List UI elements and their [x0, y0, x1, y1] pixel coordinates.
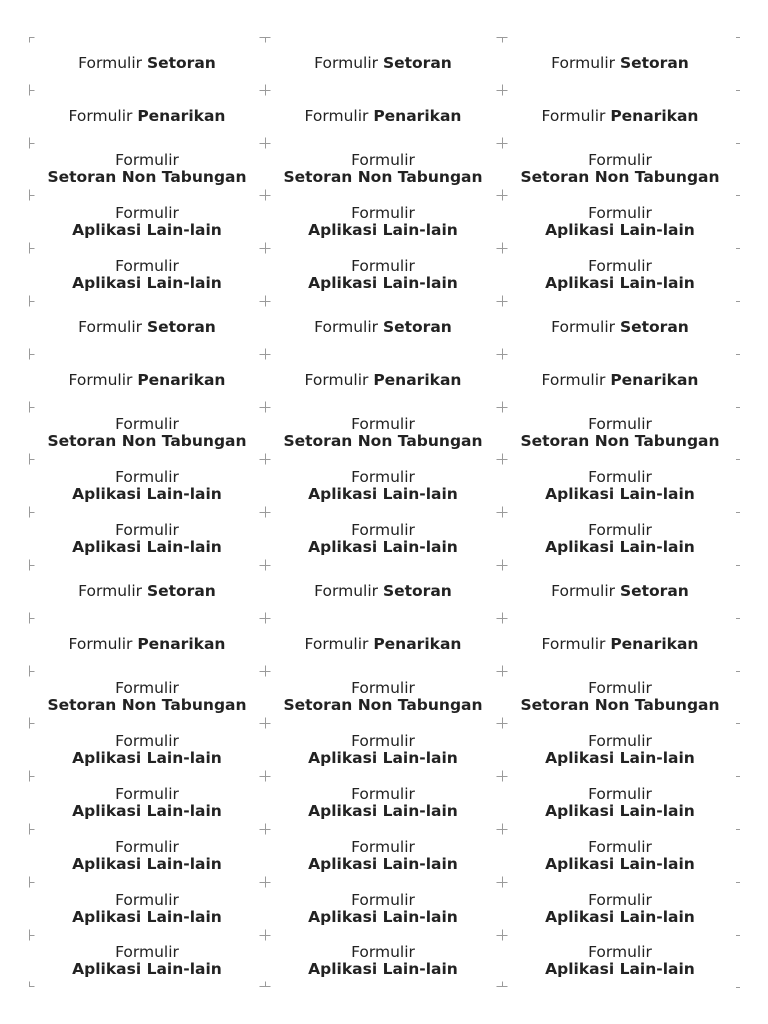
label-line [115, 680, 179, 697]
label-text: Formulir [588, 731, 652, 750]
label-cell [502, 829, 738, 882]
label-text: Formulir [551, 318, 620, 336]
label-line [351, 892, 415, 909]
label-cell [265, 723, 501, 776]
label-line [78, 55, 216, 72]
label-bold-text: Aplikasi Lain-lain [545, 960, 695, 978]
label-line [308, 486, 458, 503]
label-cell [265, 301, 501, 354]
label-line [115, 522, 179, 539]
label-cell [29, 459, 265, 512]
label-text: Formulir [351, 943, 415, 961]
label-text: Formulir [68, 371, 138, 389]
label-line [588, 892, 652, 909]
label-line [351, 205, 415, 222]
label-line [588, 522, 652, 539]
label-line [283, 697, 482, 714]
label-bold-text: Setoran [619, 54, 689, 72]
label-line [115, 416, 179, 433]
label-line [588, 786, 652, 803]
label-line [305, 108, 462, 125]
label-bold-text: Penarikan [137, 107, 226, 125]
label-line [551, 319, 689, 336]
label-text: Formulir [551, 582, 620, 600]
label-line [545, 539, 695, 556]
label-line [47, 169, 246, 186]
label-cell [265, 935, 501, 987]
label-cell [29, 565, 265, 618]
label-bold-text: Setoran Non Tabungan [520, 696, 720, 714]
label-bold-text: Penarikan [137, 371, 226, 389]
label-line [115, 944, 179, 961]
label-line [69, 372, 226, 389]
label-bold-text: Setoran [382, 54, 452, 72]
label-bold-text: Aplikasi Lain-lain [308, 273, 458, 292]
label-text: Formulir [541, 635, 611, 653]
label-bold-text: Aplikasi Lain-lain [308, 220, 458, 239]
label-text: Formulir [351, 151, 415, 169]
label-bold-text: Penarikan [610, 635, 699, 653]
label-line [314, 583, 452, 600]
label-line [72, 275, 222, 292]
label-line [545, 803, 695, 820]
label-bold-text: Setoran [146, 318, 216, 336]
label-bold-text: Setoran Non Tabungan [47, 432, 247, 450]
label-text: Formulir [588, 256, 652, 275]
label-line [72, 961, 222, 978]
label-text: Formulir [588, 679, 652, 697]
label-text: Formulir [351, 837, 415, 856]
label-cell [265, 143, 501, 195]
label-bold-text: Setoran Non Tabungan [283, 168, 483, 186]
label-cell [502, 512, 738, 565]
label-bold-text: Aplikasi Lain-lain [72, 907, 222, 926]
label-line [545, 750, 695, 767]
label-line [115, 892, 179, 909]
label-line [115, 733, 179, 750]
label-cell [265, 512, 501, 565]
label-line [542, 636, 699, 653]
label-cell [502, 565, 738, 618]
label-bold-text: Aplikasi Lain-lain [308, 748, 458, 767]
label-line [78, 583, 216, 600]
label-cell [265, 882, 501, 935]
label-text: Formulir [351, 203, 415, 222]
label-cell [29, 512, 265, 565]
label-line [588, 258, 652, 275]
label-text: Formulir [588, 890, 652, 909]
label-cell [265, 195, 501, 248]
label-line [47, 697, 246, 714]
label-line [542, 372, 699, 389]
label-bold-text: Setoran Non Tabungan [520, 432, 720, 450]
label-text: Formulir [541, 107, 611, 125]
label-bold-text: Penarikan [610, 371, 699, 389]
label-line [351, 786, 415, 803]
label-text: Formulir [351, 784, 415, 803]
label-line [72, 222, 222, 239]
label-line [588, 733, 652, 750]
label-bold-text: Setoran Non Tabungan [47, 168, 247, 186]
label-cell [502, 143, 738, 195]
label-bold-text: Setoran [619, 318, 689, 336]
label-bold-text: Aplikasi Lain-lain [308, 907, 458, 926]
label-cell [265, 248, 501, 301]
label-line [520, 169, 719, 186]
label-text: Formulir [115, 784, 179, 803]
label-line [305, 636, 462, 653]
label-cell [502, 776, 738, 829]
label-cell [29, 301, 265, 354]
label-line [351, 522, 415, 539]
label-cell [29, 37, 265, 90]
label-bold-text: Setoran [382, 582, 452, 600]
label-bold-text: Aplikasi Lain-lain [72, 854, 222, 873]
label-line [588, 416, 652, 433]
label-line [69, 108, 226, 125]
label-text: Formulir [304, 107, 374, 125]
label-line [305, 372, 462, 389]
label-text: Formulir [351, 679, 415, 697]
label-text: Formulir [68, 635, 138, 653]
label-text: Formulir [68, 107, 138, 125]
label-text: Formulir [115, 943, 179, 961]
label-line [588, 839, 652, 856]
label-line [283, 169, 482, 186]
label-text: Formulir [115, 837, 179, 856]
label-line [545, 909, 695, 926]
label-bold-text: Setoran [146, 54, 216, 72]
label-bold-text: Aplikasi Lain-lain [545, 220, 695, 239]
label-text: Formulir [351, 520, 415, 539]
label-bold-text: Aplikasi Lain-lain [72, 748, 222, 767]
label-text: Formulir [115, 679, 179, 697]
label-text: Formulir [588, 943, 652, 961]
label-line [351, 944, 415, 961]
label-bold-text: Aplikasi Lain-lain [72, 273, 222, 292]
label-line [588, 469, 652, 486]
label-text: Formulir [541, 371, 611, 389]
label-bold-text: Setoran [619, 582, 689, 600]
label-line [551, 583, 689, 600]
label-line [351, 152, 415, 169]
label-text: Formulir [314, 54, 383, 72]
label-cell [29, 882, 265, 935]
label-cell [29, 354, 265, 407]
label-bold-text: Aplikasi Lain-lain [545, 907, 695, 926]
label-bold-text: Aplikasi Lain-lain [308, 854, 458, 873]
label-cell [265, 829, 501, 882]
label-line [545, 856, 695, 873]
label-line [115, 786, 179, 803]
label-text: Formulir [304, 635, 374, 653]
label-cell [502, 37, 738, 90]
label-line [72, 803, 222, 820]
label-cell [29, 829, 265, 882]
label-bold-text: Setoran [382, 318, 452, 336]
label-cell [265, 407, 501, 459]
label-line [115, 152, 179, 169]
label-line [351, 733, 415, 750]
label-line [308, 856, 458, 873]
label-line [308, 539, 458, 556]
label-line [351, 258, 415, 275]
label-cell [265, 618, 501, 671]
label-bold-text: Aplikasi Lain-lain [545, 537, 695, 556]
label-line [72, 539, 222, 556]
label-cell [29, 723, 265, 776]
label-line [72, 486, 222, 503]
label-cell [502, 459, 738, 512]
label-text: Formulir [314, 318, 383, 336]
label-bold-text: Penarikan [373, 371, 462, 389]
label-bold-text: Aplikasi Lain-lain [545, 801, 695, 820]
label-cell [29, 195, 265, 248]
label-line [47, 433, 246, 450]
label-text: Formulir [115, 467, 179, 486]
label-cell [29, 776, 265, 829]
label-line [545, 961, 695, 978]
label-cell [265, 90, 501, 143]
label-bold-text: Setoran Non Tabungan [47, 696, 247, 714]
label-text: Formulir [115, 203, 179, 222]
label-cell [29, 671, 265, 723]
label-line [78, 319, 216, 336]
label-bold-text: Aplikasi Lain-lain [545, 484, 695, 503]
label-bold-text: Setoran Non Tabungan [283, 432, 483, 450]
label-line [69, 636, 226, 653]
label-text: Formulir [115, 890, 179, 909]
label-cell [29, 90, 265, 143]
label-bold-text: Setoran Non Tabungan [283, 696, 483, 714]
label-text: Formulir [588, 467, 652, 486]
label-cell [502, 248, 738, 301]
label-cell [29, 143, 265, 195]
label-cell [29, 407, 265, 459]
label-text: Formulir [588, 415, 652, 433]
label-text: Formulir [351, 467, 415, 486]
label-cell [265, 565, 501, 618]
label-line [551, 55, 689, 72]
label-text: Formulir [588, 203, 652, 222]
label-bold-text: Penarikan [610, 107, 699, 125]
label-line [520, 697, 719, 714]
label-text: Formulir [78, 582, 147, 600]
label-cell [502, 618, 738, 671]
label-cell [502, 723, 738, 776]
label-line [72, 856, 222, 873]
label-line [72, 750, 222, 767]
label-bold-text: Setoran Non Tabungan [520, 168, 720, 186]
label-text: Formulir [78, 54, 147, 72]
label-text: Formulir [351, 731, 415, 750]
label-text: Formulir [115, 731, 179, 750]
label-cell [265, 37, 501, 90]
label-text: Formulir [588, 784, 652, 803]
label-bold-text: Aplikasi Lain-lain [545, 748, 695, 767]
label-line [351, 416, 415, 433]
label-line [308, 961, 458, 978]
label-line [115, 839, 179, 856]
label-cell [265, 354, 501, 407]
label-bold-text: Aplikasi Lain-lain [72, 484, 222, 503]
label-line [308, 275, 458, 292]
label-text: Formulir [351, 415, 415, 433]
label-bold-text: Aplikasi Lain-lain [545, 273, 695, 292]
label-bold-text: Aplikasi Lain-lain [545, 854, 695, 873]
label-line [351, 680, 415, 697]
label-text: Formulir [588, 151, 652, 169]
label-bold-text: Aplikasi Lain-lain [308, 801, 458, 820]
label-bold-text: Penarikan [373, 107, 462, 125]
label-text: Formulir [314, 582, 383, 600]
label-line [588, 152, 652, 169]
label-line [115, 205, 179, 222]
label-line [283, 433, 482, 450]
label-cell [502, 195, 738, 248]
label-text: Formulir [304, 371, 374, 389]
label-cell [502, 882, 738, 935]
label-line [545, 275, 695, 292]
label-cell [29, 248, 265, 301]
label-line [314, 55, 452, 72]
label-line [72, 909, 222, 926]
label-line [520, 433, 719, 450]
label-cell [502, 935, 738, 987]
label-line [308, 803, 458, 820]
label-line [351, 839, 415, 856]
label-text: Formulir [351, 890, 415, 909]
label-cell [502, 671, 738, 723]
label-bold-text: Aplikasi Lain-lain [72, 537, 222, 556]
label-text: Formulir [588, 520, 652, 539]
label-cell [265, 459, 501, 512]
label-line [588, 944, 652, 961]
label-line [545, 486, 695, 503]
label-line [588, 680, 652, 697]
label-text: Formulir [551, 54, 620, 72]
label-bold-text: Penarikan [373, 635, 462, 653]
label-cell [502, 301, 738, 354]
label-bold-text: Penarikan [137, 635, 226, 653]
label-cell [29, 935, 265, 987]
label-cell [502, 354, 738, 407]
label-line [115, 469, 179, 486]
label-text: Formulir [115, 256, 179, 275]
label-line [308, 750, 458, 767]
label-text: Formulir [115, 415, 179, 433]
label-cell [29, 618, 265, 671]
label-cell [502, 407, 738, 459]
label-cell [265, 776, 501, 829]
label-text: Formulir [115, 520, 179, 539]
label-bold-text: Aplikasi Lain-lain [308, 537, 458, 556]
label-bold-text: Aplikasi Lain-lain [308, 960, 458, 978]
label-line [542, 108, 699, 125]
label-cell [265, 671, 501, 723]
label-bold-text: Aplikasi Lain-lain [308, 484, 458, 503]
label-line [308, 909, 458, 926]
label-cell [502, 90, 738, 143]
label-line [351, 469, 415, 486]
label-bold-text: Aplikasi Lain-lain [72, 960, 222, 978]
label-bold-text: Aplikasi Lain-lain [72, 801, 222, 820]
label-bold-text: Setoran [146, 582, 216, 600]
label-text: Formulir [351, 256, 415, 275]
label-line [314, 319, 452, 336]
label-text: Formulir [115, 151, 179, 169]
label-text: Formulir [78, 318, 147, 336]
label-line [308, 222, 458, 239]
label-bold-text: Aplikasi Lain-lain [72, 220, 222, 239]
label-text: Formulir [588, 837, 652, 856]
label-line [588, 205, 652, 222]
label-line [115, 258, 179, 275]
label-line [545, 222, 695, 239]
